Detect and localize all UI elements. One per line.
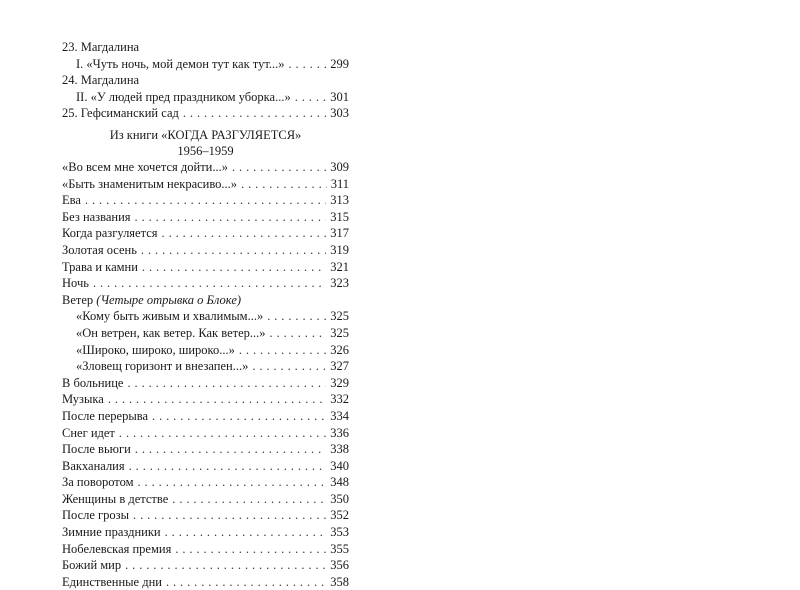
toc-entry-title-text: Нобелевская премия: [62, 541, 172, 556]
toc-entry-title: [62, 225, 158, 242]
toc-entry-title-text: «Быть знаменитым некрасиво...»: [62, 176, 238, 191]
dot-leader: [232, 159, 326, 176]
toc-page-number: 299: [330, 56, 349, 71]
toc-entry-title: [62, 192, 81, 209]
toc-page-number: 329: [330, 375, 349, 390]
toc-entry-title: [62, 524, 161, 541]
dot-leader: [133, 507, 326, 524]
toc-entry-title-text: Ночь: [62, 276, 89, 291]
dot-leader: [138, 474, 327, 491]
toc-entry: [62, 524, 349, 541]
toc-continuation: [62, 39, 349, 122]
toc-entry-title: [62, 242, 137, 259]
toc-entry: [62, 176, 349, 193]
toc-entry-title: [62, 474, 134, 491]
toc-entry-title-text: В больнице: [62, 375, 124, 390]
dot-leader: [252, 358, 326, 375]
toc-entry: [62, 574, 349, 590]
toc-entry-title: [62, 292, 241, 309]
toc-page-number: 356: [330, 558, 349, 573]
dot-leader: [162, 225, 327, 242]
dot-leader: [152, 408, 326, 425]
dot-leader: [267, 308, 326, 325]
toc-entry-title-text: Музыка: [62, 392, 104, 407]
toc-subentry: [62, 56, 349, 73]
dot-leader: [183, 105, 326, 122]
section-heading: [62, 127, 349, 159]
dot-leader: [93, 275, 326, 292]
toc-entry: [62, 259, 349, 276]
toc-subentry: [62, 342, 349, 359]
toc-page-number: 327: [330, 359, 349, 374]
toc-entry: [62, 275, 349, 292]
toc-entry-title-text: Зимние праздники: [62, 525, 161, 540]
toc-entry-title: [62, 209, 131, 226]
dot-leader: [270, 325, 327, 342]
toc-page-number: 340: [330, 458, 349, 473]
toc-entry-note: (Четыре отрывка о Блоке): [96, 292, 242, 307]
toc-entry-title: [62, 275, 89, 292]
toc-entry-title-text: Женщины в детстве: [62, 491, 169, 506]
toc-entry-title: [76, 358, 248, 375]
toc-entry-title-text: Снег идет: [62, 425, 115, 440]
toc-entry-title-text: Трава и камни: [62, 259, 138, 274]
toc-subentry: [62, 325, 349, 342]
dot-leader: [172, 491, 326, 508]
toc-entry-title: [62, 557, 121, 574]
toc-entry-title-text: «Широко, широко, широко...»: [76, 342, 235, 357]
toc-page-number: 313: [330, 193, 349, 208]
toc-entry-title: [62, 259, 138, 276]
toc-entry-title: [62, 375, 123, 392]
toc-entry-title-text: «Зловещ горизонт и внезапен...»: [76, 359, 249, 374]
toc-entry-title-text: Божий мир: [62, 558, 122, 573]
toc-entry: [62, 425, 349, 442]
toc-entry: [62, 458, 349, 475]
toc-entry: [62, 441, 349, 458]
toc-page-number: 321: [330, 259, 349, 274]
section-title: Из книги «КОГДА РАЗГУЛЯЕТСЯ»: [109, 128, 302, 142]
toc-entry: [62, 105, 349, 122]
toc-page-number: 315: [330, 209, 349, 224]
toc-entry-title-text: Когда разгуляется: [62, 226, 158, 241]
toc-entry: [62, 159, 349, 176]
dot-leader: [119, 425, 326, 442]
toc-entry-title: [76, 308, 263, 325]
dot-leader: [166, 574, 326, 590]
dot-leader: [241, 176, 327, 193]
toc-entry-title-text: После перерыва: [62, 408, 149, 423]
toc-entry-title: 24. Магдалина: [62, 73, 140, 88]
toc-entry: [62, 557, 349, 574]
toc-entry: [62, 72, 349, 89]
toc-subentry: [62, 358, 349, 375]
toc-entry: [62, 242, 349, 259]
toc-entry-title-text: За поворотом: [62, 475, 134, 490]
toc-entry: [62, 39, 349, 56]
toc-entry-title: 25. Гефсиманский сад: [62, 106, 179, 121]
dot-leader: [141, 242, 326, 259]
dot-leader: [175, 541, 326, 558]
toc-entry-title: [62, 507, 129, 524]
toc-entry-title: [62, 391, 104, 408]
dot-leader: [127, 375, 326, 392]
toc-entry-title-text: Ветер: [62, 292, 94, 307]
toc-list: [62, 159, 349, 590]
toc-entry: [62, 507, 349, 524]
toc-entry: [62, 541, 349, 558]
toc-page-number: 352: [330, 508, 349, 523]
toc-entry: [62, 474, 349, 491]
toc-entry-title-text: Золотая осень: [62, 242, 137, 257]
toc-subentry: [62, 89, 349, 106]
toc-entry-title: II. «У людей пред праздником уборка...»: [76, 89, 291, 104]
toc-entry-title: [62, 458, 125, 475]
toc-page-number: 301: [330, 89, 349, 104]
dot-leader: [85, 192, 326, 209]
toc-page-number: 325: [330, 309, 349, 324]
toc-page-number: 358: [330, 574, 349, 589]
toc-entry: [62, 192, 349, 209]
toc-entry: [62, 375, 349, 392]
toc-page-number: 323: [330, 276, 349, 291]
toc-subentry: [62, 308, 349, 325]
dot-leader: [135, 441, 326, 458]
toc-entry-title: [62, 159, 228, 176]
toc-page-number: 355: [330, 541, 349, 556]
toc-page-number: 332: [330, 392, 349, 407]
toc-entry-title-text: Ева: [62, 193, 81, 208]
toc-page-number: 338: [330, 442, 349, 457]
toc-entry-title-text: «Кому быть живым и хвалимым...»: [76, 309, 264, 324]
toc-entry-title-text: Вакханалия: [62, 458, 125, 473]
dot-leader: [295, 89, 327, 106]
toc-group-heading: [62, 292, 349, 309]
toc-entry: [62, 391, 349, 408]
dot-leader: [135, 209, 327, 226]
toc-entry-title-text: Без названия: [62, 209, 131, 224]
dot-leader: [289, 56, 327, 73]
dot-leader: [108, 391, 326, 408]
dot-leader: [129, 458, 327, 475]
toc-entry-title: 23. Магдалина: [62, 40, 140, 54]
toc-page-number: 309: [330, 160, 349, 174]
dot-leader: [125, 557, 326, 574]
dot-leader: [142, 259, 326, 276]
toc-entry-title: [62, 574, 162, 590]
toc-entry-title-text: «Он ветрен, как ветер. Как ветер...»: [76, 325, 266, 340]
toc-page-number: 348: [330, 475, 349, 490]
toc-entry: [62, 491, 349, 508]
toc-entry-title: I. «Чуть ночь, мой демон тут как тут...»: [76, 56, 285, 71]
toc-page-number: 326: [330, 342, 349, 357]
toc-page-number: 334: [330, 408, 349, 423]
section-years: 1956–1959: [177, 144, 234, 158]
toc-entry-title: [62, 541, 171, 558]
toc-entry-title: [62, 441, 131, 458]
toc-page-number: 319: [330, 242, 349, 257]
dot-leader: [165, 524, 327, 541]
toc-page-number: 325: [330, 325, 349, 340]
toc-entry-title-text: Единственные дни: [62, 574, 162, 589]
toc-entry-title-text: «Во всем мне хочется дойти...»: [62, 160, 228, 174]
toc-entry: [62, 408, 349, 425]
toc-entry-title-text: После вьюги: [62, 442, 131, 457]
toc-entry-title: [62, 408, 148, 425]
toc-entry-title-text: После грозы: [62, 508, 130, 523]
toc-entry-title: [76, 342, 235, 359]
toc-entry: [62, 209, 349, 226]
toc-page-number: 353: [330, 525, 349, 540]
toc-entry-title: [62, 425, 115, 442]
toc-page-number: 350: [330, 491, 349, 506]
toc-page-number: 303: [330, 106, 349, 121]
toc-entry-title: [62, 176, 237, 193]
dot-leader: [239, 342, 326, 359]
toc-page-number: 311: [330, 176, 349, 191]
toc-entry: [62, 225, 349, 242]
toc-page-number: 317: [330, 226, 349, 241]
toc-entry-title: [76, 325, 266, 342]
toc-entry-title: [62, 491, 168, 508]
toc-page-number: 336: [330, 425, 349, 440]
